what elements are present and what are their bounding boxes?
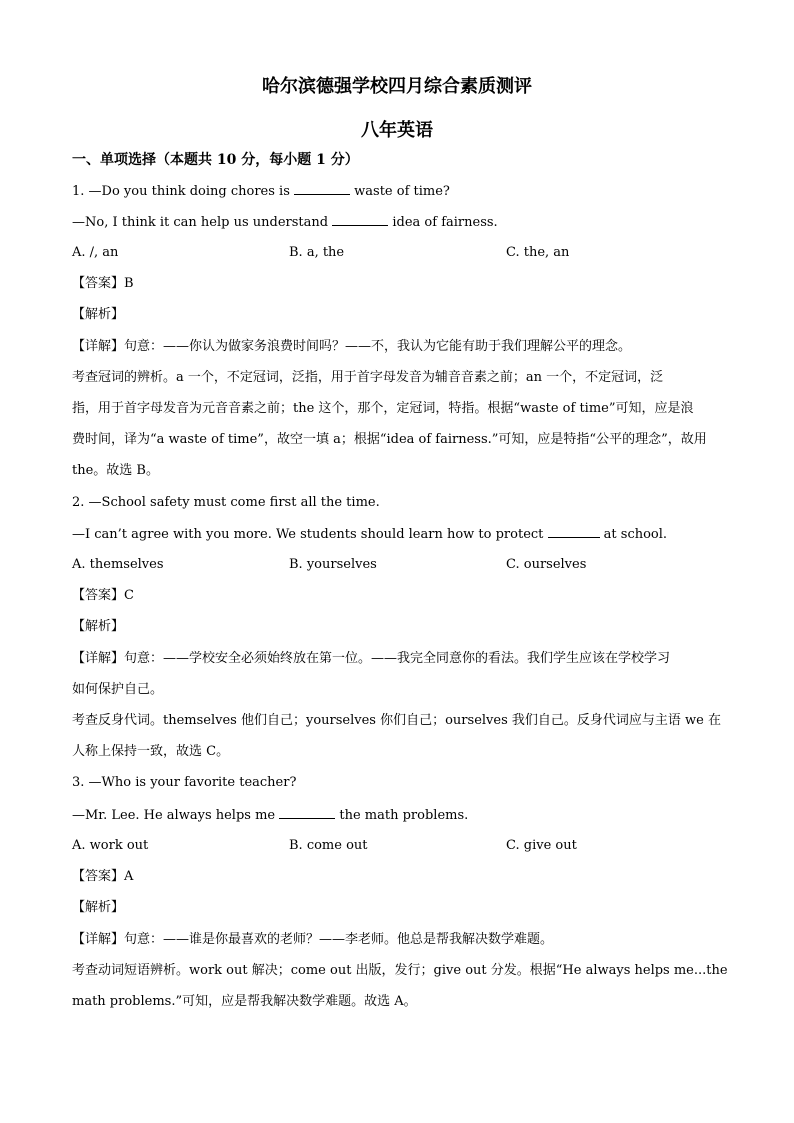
q1-stem-line1: 1. —Do you think doing chores is waste of time?: [72, 181, 450, 202]
q1-blank-2: [332, 212, 388, 226]
q1-option-b: B. a, the: [289, 245, 345, 260]
q2-stem-line1: 2. —School safety must come first all the time.: [72, 495, 380, 510]
q2-option-a: A. themselves: [72, 557, 164, 572]
q3-blank: [279, 805, 335, 819]
q3-stem-line1: 3. —Who is your favorite teacher?: [72, 775, 297, 790]
q1-option-c: C. the, an: [506, 245, 570, 260]
q1-explanation-2: 指，用于首字母发音为元音音素之前；the 这个，那个，定冠词，特指。根据“waste of time”可知，应是浪: [72, 401, 694, 416]
q2-detail-1: 【详解】句意：——学校安全必须始终放在第一位。——我完全同意你的看法。我们学生应该在学校学习: [72, 651, 671, 666]
q2-stem-line2: —I can’t agree with you more. We students should learn how to protect at school.: [72, 524, 667, 545]
q2-option-b: B. yourselves: [289, 557, 377, 572]
q3-explanation-1: 考查动词短语辨析。work out 解决；come out 出版，发行；give out 分发。根据“He always helps me...the: [72, 963, 728, 978]
q3-option-c: C. give out: [506, 838, 577, 853]
q1-explanation-4: the。故选 B。: [72, 463, 159, 478]
q2-option-c: C. ourselves: [506, 557, 587, 572]
section-heading: 一、单项选择（本题共 10 分，每小题 1 分）: [72, 152, 359, 168]
document-title: 哈尔滨德强学校四月综合素质测评: [262, 76, 532, 97]
q2-answer: 【答案】C: [72, 588, 134, 603]
q1-explanation-3: 费时间，译为“a waste of time”，故空一填 a；根据“idea of fairness.”可知，应是特指“公平的理念”，故用: [72, 432, 707, 447]
document-subtitle: 八年英语: [361, 120, 433, 141]
q3-stem-line2: —Mr. Lee. He always helps me the math problems.: [72, 805, 468, 826]
q2-detail-2: 如何保护自己。: [72, 682, 164, 697]
q2-analysis-label: 【解析】: [72, 619, 125, 634]
q3-analysis-label: 【解析】: [72, 900, 125, 915]
q3-option-b: B. come out: [289, 838, 368, 853]
q3-explanation-2: math problems.”可知，应是帮我解决数学难题。故选 A。: [72, 994, 417, 1009]
q3-answer: 【答案】A: [72, 869, 134, 884]
q3-detail: 【详解】句意：——谁是你最喜欢的老师？——李老师。他总是帮我解决数学难题。: [72, 932, 554, 947]
q1-detail: 【详解】句意：——你认为做家务浪费时间吗？——不，我认为它能有助于我们理解公平的理念。: [72, 339, 632, 354]
q1-stem-line2: —No, I think it can help us understand idea of fairness.: [72, 212, 498, 233]
q2-explanation-2: 人称上保持一致，故选 C。: [72, 744, 230, 759]
q3-option-a: A. work out: [72, 838, 149, 853]
q2-blank: [548, 524, 600, 538]
q2-explanation-1: 考查反身代词。themselves 他们自己；yourselves 你们自己；ourselves 我们自己。反身代词应与主语 we 在: [72, 713, 721, 728]
q1-answer: 【答案】B: [72, 276, 134, 291]
q1-explanation-1: 考查冠词的辨析。a 一个，不定冠词，泛指，用于首字母发音为辅音音素之前；an 一个，不定冠词，泛: [72, 370, 664, 385]
q1-analysis-label: 【解析】: [72, 307, 125, 322]
q1-option-a: A. /, an: [72, 245, 119, 260]
q1-blank-1: [294, 181, 350, 195]
